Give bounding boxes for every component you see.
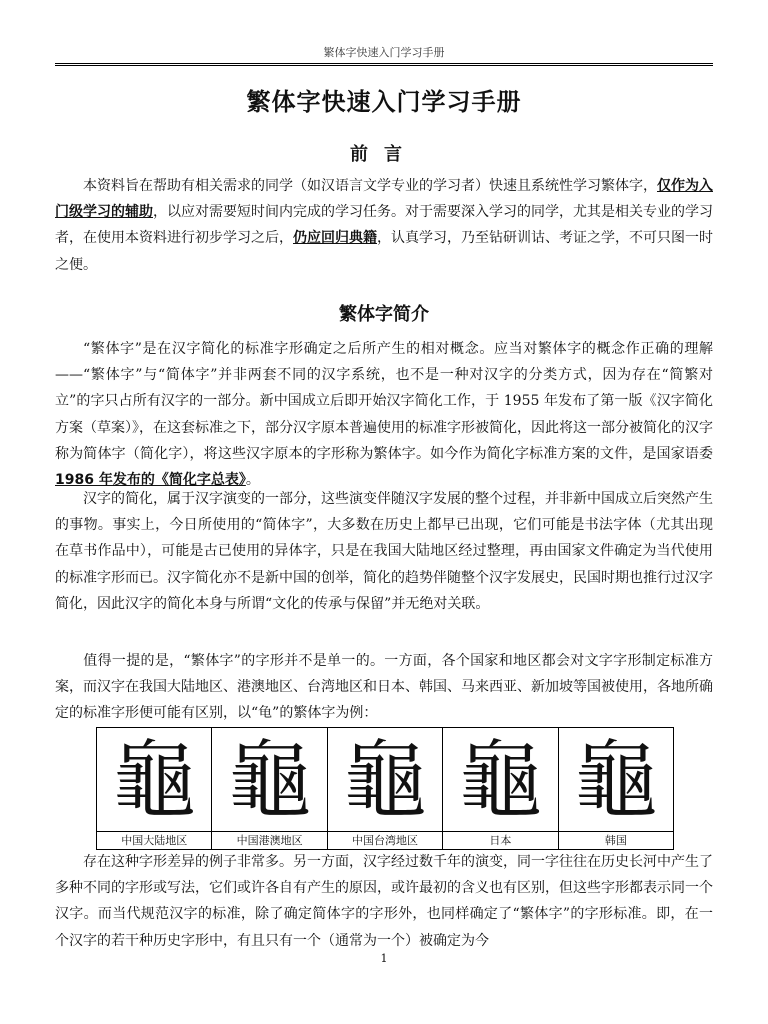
glyph-label-hk-macau: 中国港澳地区 (236, 834, 303, 847)
glyph-hk-macau: 龜 (227, 730, 312, 829)
document-title: 繁体字快速入门学习手册 (246, 88, 522, 116)
glyph-mainland: 龜 (112, 730, 197, 829)
glyph-cell-hk-macau (211, 728, 326, 849)
intro-paragraph-3 (55, 648, 713, 727)
emphasis-beginner-aid: 仅作为入门级学习的辅助 (55, 178, 713, 221)
intro-text-4: 值得一提的是，“繁体字”的字形并不是单一的。一方面，各个国家和地区都会对文字字形制定标准方案，而汉字在我国大陆地区、港澳地区、台湾地区和日本、韩国、马来西亚、新加坡等国被使用，各地所确定的标准字形便可能有区别，以“龟”的繁体字为例： (55, 653, 713, 722)
glyph-cell-japan (442, 728, 557, 849)
intro-paragraph-4 (55, 849, 713, 954)
intro-paragraph-1 (55, 336, 713, 493)
page-number: 1 (380, 952, 388, 965)
glyph-taiwan: 龜 (343, 730, 428, 829)
glyph-label-korea: 韩国 (604, 834, 627, 847)
intro-text-3: 汉字的简化，属于汉字演变的一部分，这些演变伴随汉字发展的整个过程，并非新中国成立后突然产生的事物。事实上，今日所使用的“简体字”，大多数在历史上都早已出现，它们可能是书法字体（尤其出现在草书作品中），可能是古已使用的异体字，只是在我国大陆地区经过整理，再由国家文件确定为当代使用的标准字形而已。汉字简化亦不是新中国的创举，简化的趋势伴随整个汉字发展史，民国时期也推行过汉字简化，因此汉字的简化本身与所谓“文化的传承与保留”并无绝对关联。 (55, 491, 713, 612)
intro-text-2: 。 (245, 472, 260, 489)
glyph-cell-korea (558, 728, 673, 849)
glyph-cell-mainland (97, 728, 211, 849)
preface-paragraph (55, 173, 713, 278)
preface-text-1: 本资料旨在帮助有相关需求的同学（如汉语言文学专业的学习者）快速且系统性学习繁体字， (83, 178, 657, 194)
section-heading-intro: 繁体字简介 (339, 304, 429, 325)
glyph-comparison-table (96, 727, 674, 850)
preface-text-2: ，以应对需要短时间内完成的学习任务。对于需要深入学习的同学，尤其是相关专业的学习者，在使用本资料进行初步学习之后， (55, 204, 713, 247)
intro-paragraph-2 (55, 486, 713, 617)
glyph-cell-taiwan (327, 728, 442, 849)
running-header: 繁体字快速入门学习手册 (323, 46, 445, 59)
intro-text-5: 存在这种字形差异的例子非常多。另一方面，汉字经过数千年的演变，同一字往往在历史长河中产生了多种不同的字形或写法，它们或许各自有产生的原因，或许最初的含义也有区别，但这些字形都表示同一个汉字。而当代规范汉字的标准，除了确定简体字的字形外，也同样确定了“繁体字”的字形标准。即，在一个汉字的若干种历史字形中，有且只有一个（通常为一个）被确定为今 (55, 854, 713, 949)
preface-text-3: ，认真学习，乃至钻研训诂、考证之学，不可只图一时之便。 (55, 230, 713, 273)
glyph-label-mainland: 中国大陆地区 (121, 834, 188, 847)
emphasis-return-to-classics: 仍应回归典籍 (293, 230, 377, 247)
header-rule (55, 63, 713, 66)
glyph-label-taiwan: 中国台湾地区 (352, 834, 419, 847)
glyph-japan: 龜 (458, 730, 543, 829)
emphasis-1986-table: 1986 年发布的《简化字总表》 (55, 472, 246, 489)
glyph-korea: 龜 (573, 730, 658, 829)
glyph-label-japan: 日本 (489, 834, 512, 847)
intro-text-1: “繁体字”是在汉字简化的标准字形确定之后所产生的相对概念。应当对繁体字的概念作正确的理解——“繁体字”与“简体字”并非两套不同的汉字系统，也不是一种对汉字的分类方式，因为存在“简繁对立”的字只占所有汉字的一部分。新中国成立后即开始汉字简化工作，于 1955 年发布了第一版《汉字简化方案（草案）》，在这套标准之下，部分汉字原本普遍使用的标准字形被简化，因此将这一部分被简化的汉字称为简体字（简化字），将这些汉字原本的字形称为繁体字。如今作为简化字标准方案的文件，是国家语委 (55, 341, 713, 462)
preface-heading: 前言 (350, 144, 418, 165)
